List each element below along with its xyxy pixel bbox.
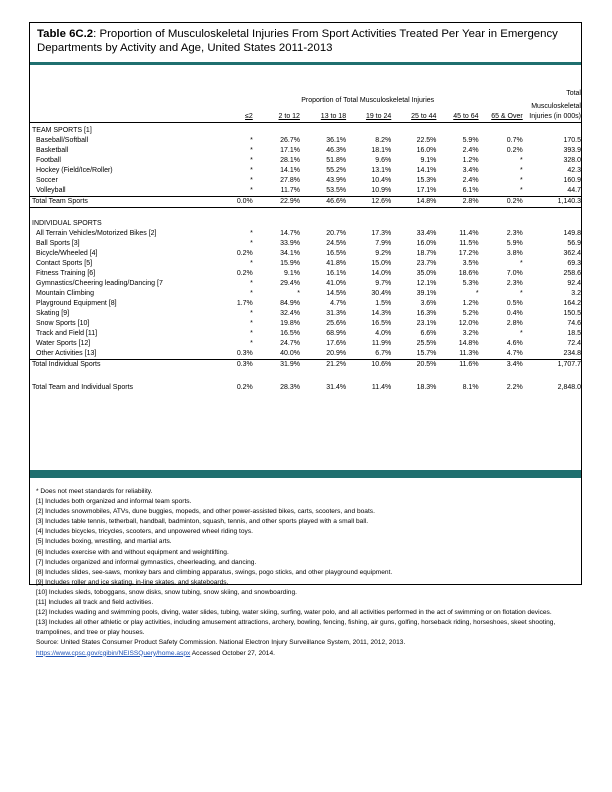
proportion-cell: 0.2%	[236, 250, 253, 257]
proportion-cell: *	[250, 167, 253, 174]
proportion-cell: 32.4%	[280, 310, 300, 317]
subtotal-row	[30, 360, 581, 371]
proportion-cell: 2.4%	[462, 177, 479, 184]
proportion-cell: 31.3%	[326, 310, 347, 317]
proportion-cell: 6.7%	[375, 350, 392, 357]
proportion-cell: 16.5%	[326, 250, 347, 257]
proportion-cell: 24.5%	[326, 240, 347, 247]
proportion-cell: 9.6%	[375, 157, 392, 164]
proportion-cell: *	[519, 167, 523, 174]
table-row	[30, 339, 581, 349]
row-label: Other Activities [13]	[36, 350, 97, 357]
proportion-cell: 51.8%	[326, 157, 347, 164]
proportion-cell: 1.2%	[462, 300, 479, 307]
proportion-cell: 0.3%	[213, 360, 253, 371]
proportion-cell: 8.2%	[375, 137, 392, 144]
header-row-1	[30, 89, 581, 112]
proportion-cell: 25.5%	[416, 340, 437, 347]
proportion-cell: 11.9%	[371, 340, 392, 347]
proportion-cell: 26.7%	[280, 137, 300, 144]
proportion-cell: 29.4%	[280, 280, 300, 287]
table-row	[30, 309, 581, 319]
proportion-cell: 68.9%	[326, 330, 347, 337]
total-injuries-cell: 69.3	[567, 260, 581, 267]
row-label: Mountain Climbing	[36, 290, 94, 297]
proportion-cell: 2.8%	[506, 320, 523, 327]
total-injuries-cell: 42.3	[567, 167, 581, 174]
proportion-cell: 20.5%	[391, 360, 436, 371]
proportion-cell: 2.2%	[506, 384, 523, 391]
source-link[interactable]: https://www.cpsc.gov/cgibin/NEISSQuery/home.aspx	[36, 649, 191, 657]
proportion-cell: 8.1%	[462, 384, 479, 391]
proportion-cell: 4.0%	[375, 330, 392, 337]
proportion-cell: 4.6%	[506, 340, 523, 347]
table-row	[30, 166, 581, 176]
proportion-cell: 3.5%	[462, 260, 479, 267]
total-injuries-cell: 234.8	[563, 350, 581, 357]
row-label: Total Individual Sports	[30, 360, 213, 371]
total-injuries-cell: 44.7	[567, 187, 581, 194]
proportion-cell: 2.3%	[506, 280, 523, 287]
proportion-cell: 31.4%	[326, 384, 347, 391]
proportion-cell: 18.7%	[416, 250, 437, 257]
row-label: Football	[36, 157, 61, 164]
proportion-cell: *	[519, 260, 523, 267]
row-label: Gymnastics/Cheering leading/Dancing [7	[36, 280, 163, 287]
row-label: Total Team and Individual Sports	[32, 384, 134, 391]
proportion-cell: 12.6%	[346, 197, 391, 208]
proportion-cell: *	[519, 157, 523, 164]
total-header-line3: Injuries (in 000s)	[523, 112, 581, 123]
table-row	[30, 156, 581, 166]
proportion-cell: 31.9%	[253, 360, 300, 371]
age-column-header: 25 to 44	[411, 113, 437, 120]
proportion-cell: 11.7%	[280, 187, 300, 194]
proportion-cell: 40.0%	[280, 350, 300, 357]
table-row	[30, 299, 581, 309]
total-injuries-cell: 150.5	[563, 310, 581, 317]
footnote: * Does not meet standards for reliability.	[36, 488, 153, 495]
footnote: [3] Includes table tennis, tetherball, handball, badminton, squash, tennis, and other sports played with a small ball.	[36, 518, 369, 526]
proportion-cell: *	[250, 177, 253, 184]
table-row	[30, 289, 581, 299]
table-row	[30, 239, 581, 249]
footnote: [4] Includes bicycles, tricycles, scooters, and unpowered wheel riding toys.	[36, 528, 253, 536]
table-row	[30, 176, 581, 186]
proportion-cell: 11.3%	[459, 350, 479, 357]
footnote: [9] Includes roller and ice skating, in-line skates, and skateboards.	[36, 578, 229, 586]
age-column-header: ≤2	[245, 113, 253, 120]
row-label: Track and Field [11]	[36, 330, 98, 337]
proportion-cell: *	[250, 260, 253, 267]
age-column-header: 45 to 64	[453, 113, 479, 120]
total-injuries-cell: 92.4	[567, 280, 581, 287]
proportion-cell: 5.9%	[462, 137, 479, 144]
proportion-cell: 9.1%	[283, 270, 300, 277]
proportion-cell: 18.1%	[371, 147, 392, 154]
proportion-cell: 2.3%	[506, 230, 523, 237]
proportion-cell: 46.6%	[300, 197, 346, 208]
total-injuries-cell: 362.4	[563, 250, 581, 257]
proportion-cell: *	[250, 330, 253, 337]
proportion-cell: 11.4%	[371, 384, 392, 391]
total-injuries-cell: 170.5	[563, 137, 581, 144]
proportion-cell: 3.8%	[506, 250, 523, 257]
proportion-cell: 0.7%	[506, 137, 523, 144]
footnote: [1] Includes both organized and informal team sports.	[36, 498, 192, 506]
title-rule	[30, 62, 581, 65]
proportion-cell: 12.0%	[458, 320, 479, 327]
footnote: [8] Includes slides, see-saws, monkey bars and climbing apparatus, swings, pogo sticks, and other playground equipment.	[36, 568, 393, 576]
total-injuries-cell: 74.6	[567, 320, 581, 327]
total-injuries-cell: 328.0	[563, 157, 581, 164]
proportion-cell: 16.3%	[416, 310, 437, 317]
proportion-cell: 84.9%	[280, 300, 300, 307]
proportion-cell: *	[519, 330, 523, 337]
proportion-cell: 22.5%	[416, 137, 437, 144]
footnote: [10] Includes sleds, toboggans, snow disks, snow tubing, snow skiing, and snowboarding.	[36, 588, 297, 596]
footnote: [2] Includes snowmobiles, ATVs, dune buggies, mopeds, and other power-assisted bikes, carts, scooters, and boats.	[36, 508, 375, 516]
proportion-cell: 16.0%	[416, 147, 437, 154]
proportion-cell: 3.4%	[462, 167, 479, 174]
proportion-cell: 7.9%	[375, 240, 392, 247]
footnote: [11] Includes all track and field activities.	[36, 599, 154, 607]
row-label: Basketball	[36, 147, 69, 154]
row-label: Soccer	[36, 177, 58, 184]
total-injuries-cell: 149.8	[563, 230, 581, 237]
proportion-cell: 43.9%	[326, 177, 347, 184]
proportion-cell: 3.2%	[462, 330, 479, 337]
proportion-cell: 34.1%	[280, 250, 300, 257]
total-injuries-cell: 164.2	[563, 300, 581, 307]
proportion-cell: 11.6%	[436, 360, 478, 371]
proportion-cell: 11.5%	[459, 240, 479, 247]
proportion-cell: 17.1%	[416, 187, 437, 194]
proportion-cell: 9.1%	[420, 157, 437, 164]
proportion-cell: *	[250, 280, 253, 287]
footnote: [7] Includes organized and informal gymnastics, cheerleading, and dancing.	[36, 558, 257, 566]
proportion-cell: *	[297, 290, 300, 297]
proportion-cell: 2.8%	[436, 197, 478, 208]
proportion-cell: 41.8%	[326, 260, 347, 267]
row-label: Bicycle/Wheeled [4]	[36, 250, 98, 257]
proportion-cell: *	[519, 290, 523, 297]
proportion-cell: 14.8%	[458, 340, 479, 347]
proportion-cell: 1.7%	[236, 300, 253, 307]
proportion-cell: 17.2%	[458, 250, 479, 257]
proportion-cell: 15.9%	[280, 260, 300, 267]
table-row	[30, 146, 581, 156]
source-line: Source: United States Consumer Product Safety Commission. National Electron Injury Surveillance System, 2011, 2012, 2013.	[36, 639, 406, 647]
row-label: All Terrain Vehicles/Motorized Bikes [2]	[36, 230, 157, 237]
proportion-cell: 21.2%	[300, 360, 346, 371]
proportion-cell: 35.0%	[416, 270, 437, 277]
total-injuries-cell: 56.9	[567, 240, 581, 247]
proportion-cell: 5.9%	[506, 240, 523, 247]
table-title	[37, 27, 577, 55]
proportion-cell: 1.2%	[462, 157, 479, 164]
proportion-cell: 15.0%	[371, 260, 392, 267]
total-injuries-cell: 2,848.0	[557, 384, 581, 391]
proportion-cell: 10.4%	[371, 177, 392, 184]
proportion-cell: 33.9%	[280, 240, 300, 247]
source-link-line	[36, 649, 576, 659]
proportion-cell: 6.1%	[462, 187, 479, 194]
proportion-cell: 30.4%	[371, 290, 392, 297]
proportion-cell: 15.7%	[416, 350, 437, 357]
proportion-cell: *	[519, 177, 523, 184]
proportion-cell: *	[250, 137, 253, 144]
proportion-cell: 17.1%	[280, 147, 300, 154]
row-label: Hockey (Field/Ice/Roller)	[36, 167, 113, 174]
proportion-cell: 14.5%	[326, 290, 347, 297]
section-header-row	[30, 126, 581, 136]
proportion-cell: 7.0%	[506, 270, 523, 277]
proportion-cell: 36.1%	[326, 137, 347, 144]
table-row	[30, 249, 581, 259]
proportion-cell: 16.0%	[416, 240, 437, 247]
proportion-cell: 27.8%	[280, 177, 300, 184]
row-label: Contact Sports [5]	[36, 260, 93, 267]
table-row	[30, 329, 581, 339]
proportion-cell: *	[250, 157, 253, 164]
proportion-cell: 14.1%	[416, 167, 437, 174]
row-label: Playground Equipment [8]	[36, 300, 117, 307]
proportion-cell: 9.7%	[375, 280, 392, 287]
proportion-cell: 17.3%	[371, 230, 392, 237]
row-label: Fitness Training [6]	[36, 270, 96, 277]
total-injuries-cell: 1,140.3	[523, 197, 581, 208]
proportion-cell: *	[250, 310, 253, 317]
proportion-cell: 15.3%	[416, 177, 437, 184]
proportion-cell: 3.4%	[479, 360, 523, 371]
footnote: [12] Includes wading and swimming pools, diving, water slides, tubing, water skiing, surfing, water polo, and all activities performed in the act of swimming or on flotation devices.	[36, 609, 552, 617]
table-number: Table 6C.2	[37, 28, 94, 40]
proportion-cell: 53.5%	[326, 187, 347, 194]
total-injuries-cell: 1,707.7	[523, 360, 581, 371]
proportion-cell: *	[250, 187, 253, 194]
proportion-cell: 16.5%	[280, 330, 300, 337]
proportion-cell: 0.2%	[479, 197, 523, 208]
proportion-cell: 0.5%	[506, 300, 523, 307]
proportion-cell: 14.8%	[391, 197, 436, 208]
proportion-cell: 17.6%	[326, 340, 347, 347]
proportion-cell: 18.6%	[458, 270, 479, 277]
proportion-cell: 0.4%	[506, 310, 523, 317]
total-injuries-cell: 258.6	[563, 270, 581, 277]
proportion-cell: 24.7%	[280, 340, 300, 347]
proportion-cell: *	[250, 340, 253, 347]
proportion-cell: 20.9%	[326, 350, 347, 357]
footnote: [13] Includes all other athletic or play activities, including amusement attractions, archery, bowling, fencing, fishing, air guns, golfing, horseback riding, horseshoes, skeet shooting, trampolines, and tree or play houses.	[36, 619, 556, 637]
total-header-line1: Total	[566, 90, 581, 97]
group-header: Proportion of Total Musculoskeletal Injuries	[301, 96, 435, 104]
proportion-cell: 33.4%	[416, 230, 437, 237]
row-label: Ball Sports [3]	[36, 240, 80, 247]
grand-total-row	[30, 383, 581, 393]
table-row	[30, 279, 581, 289]
proportion-cell: *	[250, 320, 253, 327]
proportion-cell: 5.3%	[462, 280, 479, 287]
table-row	[30, 269, 581, 279]
proportion-cell: 2.4%	[462, 147, 479, 154]
table-row	[30, 319, 581, 329]
proportion-cell: 46.3%	[326, 147, 347, 154]
proportion-cell: 25.6%	[326, 320, 347, 327]
proportion-cell: 41.0%	[326, 280, 347, 287]
data-table	[30, 89, 581, 393]
proportion-cell: 0.2%	[236, 384, 253, 391]
footnote: [5] Includes boxing, wrestling, and martial arts.	[36, 538, 172, 546]
proportion-cell: 14.3%	[371, 310, 392, 317]
proportion-cell: 12.1%	[416, 280, 437, 287]
age-column-header: 19 to 24	[365, 113, 392, 120]
proportion-cell: 18.3%	[416, 384, 437, 391]
total-injuries-cell: 3.2	[571, 290, 581, 297]
table-row	[30, 259, 581, 269]
proportion-cell: *	[519, 187, 523, 194]
table-row	[30, 349, 581, 360]
footer-bar	[30, 470, 581, 478]
section-header-row	[30, 219, 581, 229]
age-column-header: 13 to 18	[320, 113, 347, 120]
proportion-cell: 14.0%	[371, 270, 392, 277]
table-body	[30, 89, 581, 393]
proportion-cell: 22.9%	[253, 197, 300, 208]
total-injuries-cell: 72.4	[567, 340, 581, 347]
proportion-cell: 10.6%	[346, 360, 391, 371]
proportion-cell: 14.7%	[280, 230, 300, 237]
accessed-date: Accessed October 27, 2014.	[190, 649, 275, 657]
table-frame	[29, 22, 582, 657]
proportion-cell: 13.1%	[371, 167, 392, 174]
row-label: Total Team Sports	[30, 197, 213, 208]
proportion-cell: 1.5%	[375, 300, 392, 307]
footnote: [6] Includes exercise with and without equipment and weightlifting.	[36, 548, 229, 556]
proportion-cell: *	[250, 147, 253, 154]
proportion-cell: 6.6%	[420, 330, 437, 337]
proportion-cell: 0.2%	[506, 147, 523, 154]
row-label: Volleyball	[36, 187, 66, 194]
proportion-cell: 28.1%	[280, 157, 300, 164]
proportion-cell: *	[250, 230, 253, 237]
total-injuries-cell: 160.9	[563, 177, 581, 184]
proportion-cell: 9.2%	[375, 250, 392, 257]
proportion-cell: 4.7%	[506, 350, 523, 357]
proportion-cell: 5.2%	[462, 310, 479, 317]
header-row-ages	[30, 112, 581, 123]
table-row	[30, 136, 581, 146]
notes-section	[36, 487, 576, 659]
row-label: Snow Sports [10]	[36, 320, 90, 327]
row-label: Water Sports [12]	[36, 340, 91, 347]
proportion-cell: 20.7%	[326, 230, 347, 237]
table-title-text: : Proportion of Musculoskeletal Injuries From Sport Activities Treated Per Year in Emergency Departments by Activity and Age, United States 2011-2013	[37, 28, 558, 54]
proportion-cell: *	[250, 240, 253, 247]
subtotal-row	[30, 197, 581, 208]
table-row	[30, 186, 581, 197]
proportion-cell: 16.5%	[371, 320, 392, 327]
row-label: Skating [9]	[36, 310, 70, 317]
proportion-cell: 0.3%	[236, 350, 253, 357]
proportion-cell: 14.1%	[280, 167, 300, 174]
section-label: TEAM SPORTS [1]	[32, 127, 92, 134]
row-label: Baseball/Softball	[36, 137, 89, 144]
age-column-header: 2 to 12	[278, 113, 300, 120]
table-row	[30, 229, 581, 239]
total-header-line2: Musculoskeletal	[531, 103, 581, 110]
proportion-cell: 3.6%	[420, 300, 437, 307]
proportion-cell: *	[250, 290, 253, 297]
proportion-cell: 0.0%	[213, 197, 253, 208]
proportion-cell: 23.7%	[416, 260, 437, 267]
proportion-cell: 28.3%	[280, 384, 300, 391]
proportion-cell: 23.1%	[416, 320, 437, 327]
total-injuries-cell: 393.9	[563, 147, 581, 154]
proportion-cell: 11.4%	[459, 230, 479, 237]
total-injuries-cell: 18.5	[567, 330, 581, 337]
proportion-cell: 0.2%	[236, 270, 253, 277]
proportion-cell: *	[475, 290, 479, 297]
age-column-header: 65 & Over	[491, 113, 523, 120]
proportion-cell: 10.9%	[371, 187, 392, 194]
proportion-cell: 16.1%	[326, 270, 347, 277]
proportion-cell: 19.8%	[280, 320, 300, 327]
proportion-cell: 55.2%	[326, 167, 347, 174]
proportion-cell: 4.7%	[330, 300, 347, 307]
section-label: INDIVIDUAL SPORTS	[32, 220, 102, 227]
proportion-cell: 39.1%	[416, 290, 437, 297]
